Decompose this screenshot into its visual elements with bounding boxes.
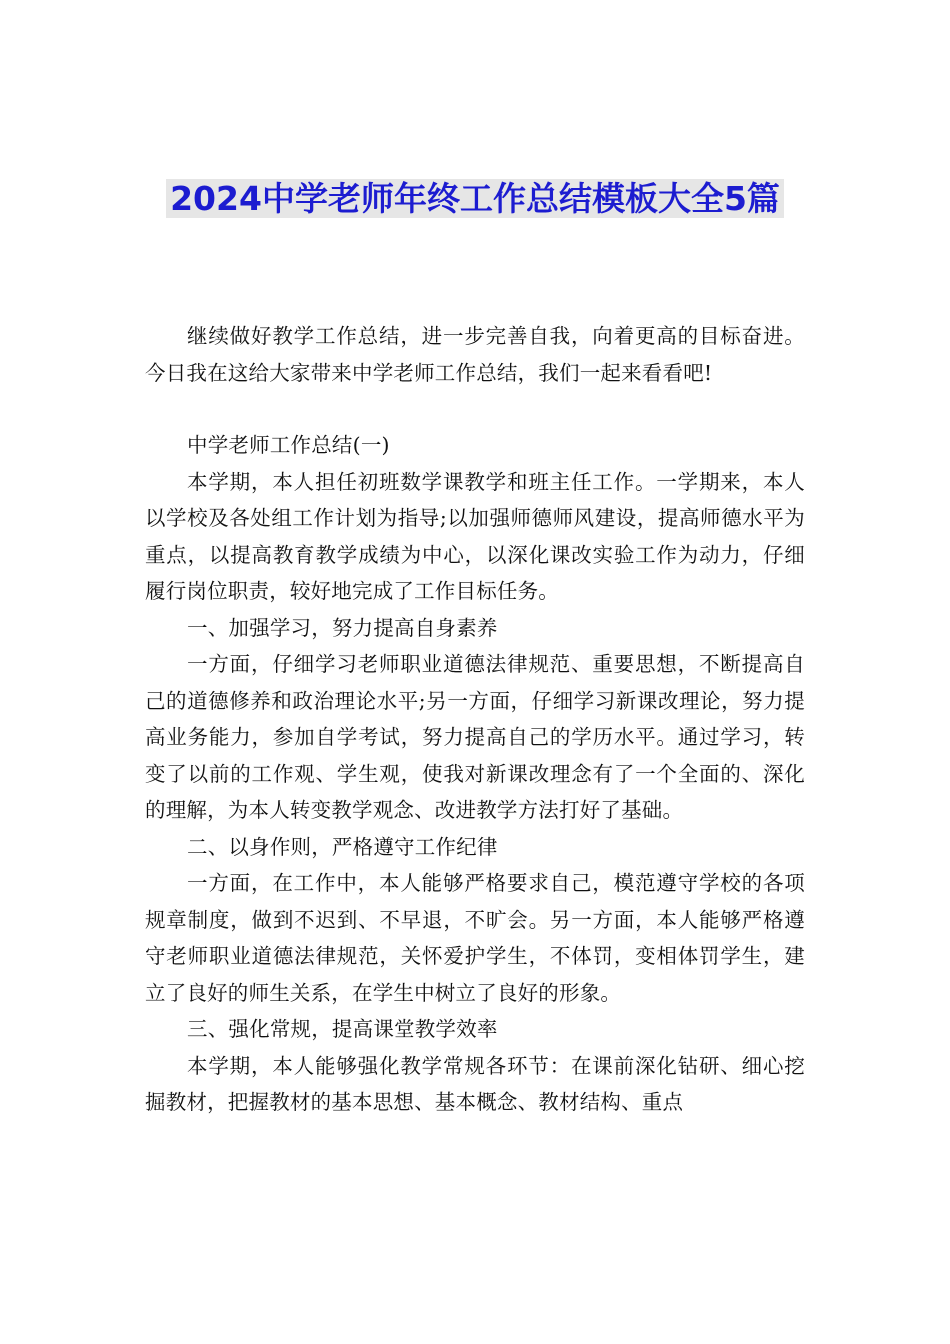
body-paragraph: 本学期，本人能够强化教学常规各环节：在课前深化钻研、细心挖掘教材，把握教材的基本思想、基本概念、教材结构、重点 bbox=[145, 1053, 805, 1114]
document-title bbox=[140, 175, 810, 223]
subsection-heading: 一、加强学习，努力提高自身素养 bbox=[187, 615, 498, 640]
subsection-heading: 二、以身作则，严格遵守工作纪律 bbox=[187, 834, 498, 859]
body-paragraph: 一方面，仔细学习老师职业道德法律规范、重要思想，不断提高自己的道德修养和政治理论水平;另一方面，仔细学习新课改理论，努力提高业务能力，参加自学考试，努力提高自己的学历水平。通过学习，转变了以前的工作观、学生观，使我对新课改理念有了一个全面的、深化的理解，为本人转变教学观念、改进教学方法打好了基础。 bbox=[145, 652, 805, 822]
body-paragraph: 本学期，本人担任初班数学课教学和班主任工作。一学期来，本人以学校及各处组工作计划为指导;以加强师德师风建设，提高师德水平为重点，以提高教育教学成绩为中心，以深化课改实验工作为动力，仔细履行岗位职责，较好地完成了工作目标任务。 bbox=[145, 469, 805, 603]
intro-paragraph: 继续做好教学工作总结，进一步完善自我，向着更高的目标奋进。今日我在这给大家带来中学老师工作总结，我们一起来看看吧! bbox=[145, 324, 805, 385]
subsection-heading: 三、强化常规，提高课堂教学效率 bbox=[187, 1017, 498, 1041]
document-body bbox=[145, 318, 805, 1121]
section-heading: 中学老师工作总结(一) bbox=[187, 433, 390, 457]
document-title-text: 2024中学老师年终工作总结模板大全5篇 bbox=[166, 179, 784, 218]
body-paragraph: 一方面，在工作中，本人能够严格要求自己，模范遵守学校的各项规章制度，做到不迟到、不早退，不旷会。另一方面，本人能够严格遵守老师职业道德法律规范，关怀爱护学生，不体罚，变相体罚学生，建立了良好的师生关系，在学生中树立了良好的形象。 bbox=[145, 871, 805, 1005]
